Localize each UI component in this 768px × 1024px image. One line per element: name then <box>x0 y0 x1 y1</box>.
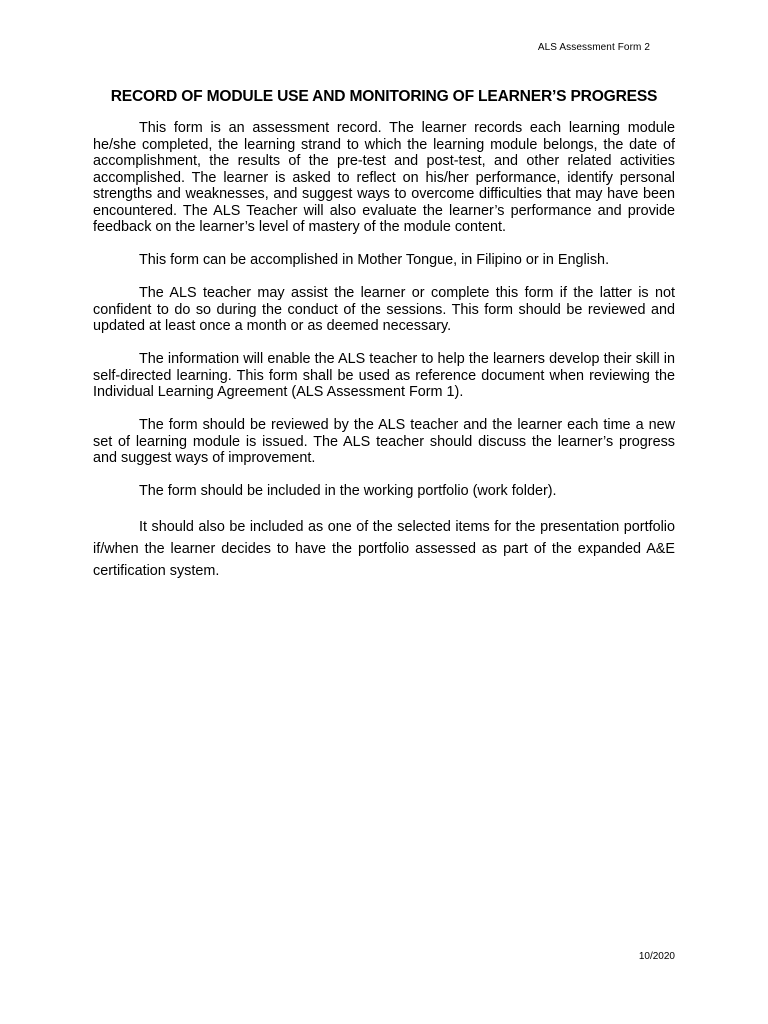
paragraph-teacher-assist: The ALS teacher may assist the learner or complete this form if the latter is not confident to do so during the conduct of the sessions. This form should be reviewed and updated at least once a month or as deemed necessary. <box>93 285 675 334</box>
paragraph-intro: This form is an assessment record. The learner records each learning module he/she completed, the learning strand to which the learning module belongs, the date of accomplishment, the results of the pre-test and post-test, and other related activities accomplished. The learner is asked to reflect on his/her performance, identify personal strengths and weaknesses, and suggest ways to overcome difficulties that may have been encountered. The ALS Teacher will also evaluate the learner’s performance and provide feedback on the learner’s level of mastery of the module content. <box>93 120 675 235</box>
paragraph-language: This form can be accomplished in Mother Tongue, in Filipino or in English. <box>139 252 610 268</box>
form-label: ALS Assessment Form 2 <box>537 42 650 53</box>
paragraph-review: The form should be reviewed by the ALS teacher and the learner each time a new set of learning module is issued. The ALS teacher should discuss the learner’s progress and suggest ways of improvement. <box>93 417 675 466</box>
paragraph-self-directed: The information will enable the ALS teacher to help the learners develop their skill in self-directed learning. This form shall be used as reference document when reviewing the Individual Learning Agreement (ALS Assessment Form 1). <box>93 351 675 400</box>
paragraph-presentation-portfolio: It should also be included as one of the selected items for the presentation portfolio if/when the learner decides to have the portfolio assessed as part of the expanded A&E certification system. <box>93 519 675 579</box>
page-title: RECORD OF MODULE USE AND MONITORING OF LEARNER’S PROGRESS <box>110 88 658 105</box>
paragraph-working-portfolio: The form should be included in the working portfolio (work folder). <box>139 483 557 499</box>
document-body <box>93 120 675 599</box>
footer-date: 10/2020 <box>638 951 675 962</box>
